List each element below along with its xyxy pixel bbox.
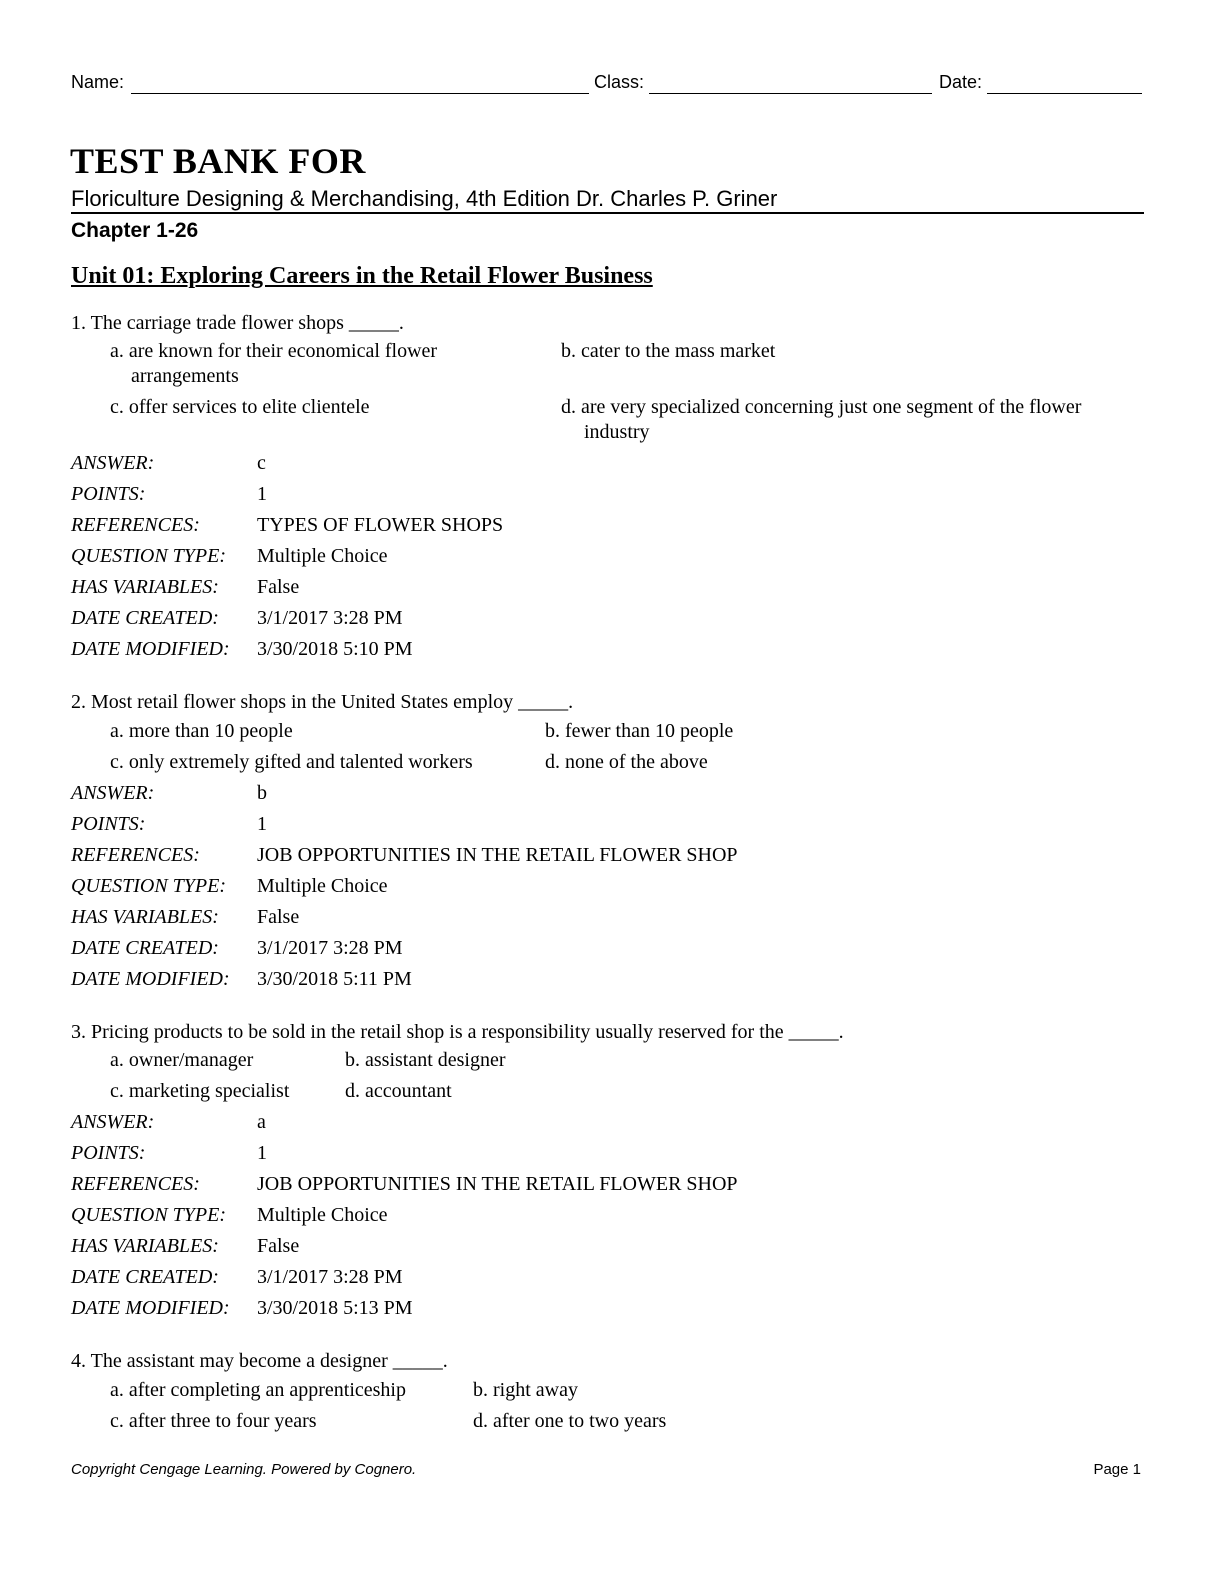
date-created-key: DATE CREATED:: [71, 937, 219, 959]
references-value: JOB OPPORTUNITIES IN THE RETAIL FLOWER SHOP: [257, 844, 738, 866]
question-type-value: Multiple Choice: [257, 875, 388, 897]
points-key: POINTS:: [71, 1142, 146, 1164]
question-stem: 2. Most retail flower shops in the United States employ _____.: [71, 691, 574, 713]
points-key: POINTS:: [71, 813, 146, 835]
has-variables-value: False: [257, 576, 300, 598]
date-modified-key: DATE MODIFIED:: [71, 638, 230, 660]
references-value: TYPES OF FLOWER SHOPS: [257, 514, 504, 536]
date-modified-value: 3/30/2018 5:10 PM: [257, 638, 413, 660]
question-stem: 3. Pricing products to be sold in the retail shop is a responsibility usually reserved for the _____.: [71, 1021, 844, 1043]
question-type-key: QUESTION TYPE:: [71, 875, 227, 897]
option-b: b. cater to the mass market: [561, 340, 776, 362]
option-a: a. owner/manager: [110, 1049, 254, 1071]
class-blank: [649, 93, 932, 94]
date-modified-key: DATE MODIFIED:: [71, 968, 230, 990]
has-variables-key: HAS VARIABLES:: [71, 576, 219, 598]
date-label: Date:: [939, 72, 983, 92]
option-c: c. only extremely gifted and talented workers: [110, 751, 473, 773]
answer-key: ANSWER:: [71, 1111, 155, 1133]
references-key: REFERENCES:: [71, 514, 200, 536]
question-type-row: [71, 545, 971, 571]
points-value: 1: [257, 813, 267, 835]
question-type-key: QUESTION TYPE:: [71, 545, 227, 567]
title-divider: [71, 212, 1144, 214]
date-created-value: 3/1/2017 3:28 PM: [257, 1266, 403, 1288]
date-modified-value: 3/30/2018 5:13 PM: [257, 1297, 413, 1319]
page-number: Page 1: [1093, 1461, 1141, 1478]
has-variables-value: False: [257, 906, 300, 928]
option-c: c. after three to four years: [110, 1410, 317, 1432]
date-created-key: DATE CREATED:: [71, 1266, 219, 1288]
option-b: b. right away: [473, 1379, 578, 1401]
date-modified-row: [71, 1297, 971, 1323]
chapter-label: Chapter 1-26: [71, 219, 199, 242]
references-key: REFERENCES:: [71, 1173, 200, 1195]
date-modified-value: 3/30/2018 5:11 PM: [257, 968, 412, 990]
answer-row: [71, 1111, 971, 1137]
question-type-value: Multiple Choice: [257, 545, 388, 567]
option-c: c. marketing specialist: [110, 1080, 290, 1102]
answer-key: ANSWER:: [71, 782, 155, 804]
question-type-value: Multiple Choice: [257, 1204, 388, 1226]
points-value: 1: [257, 483, 267, 505]
date-modified-row: [71, 968, 971, 994]
has-variables-row: [71, 1235, 971, 1261]
has-variables-row: [71, 906, 971, 932]
answer-value: b: [257, 782, 267, 804]
option-c: c. offer services to elite clientele: [110, 396, 370, 418]
date-created-row: [71, 1266, 971, 1292]
references-key: REFERENCES:: [71, 844, 200, 866]
date-created-value: 3/1/2017 3:28 PM: [257, 937, 403, 959]
references-row: [71, 844, 971, 870]
date-created-key: DATE CREATED:: [71, 607, 219, 629]
name-label: Name:: [71, 72, 125, 92]
answer-row: [71, 452, 971, 478]
option-d: d. accountant: [345, 1080, 452, 1102]
unit-heading: Unit 01: Exploring Careers in the Retail Flower Business: [71, 263, 653, 289]
points-key: POINTS:: [71, 483, 146, 505]
option-a: a. more than 10 people: [110, 720, 293, 742]
references-value: JOB OPPORTUNITIES IN THE RETAIL FLOWER SHOP: [257, 1173, 738, 1195]
option-d: d. after one to two years: [473, 1410, 667, 1432]
answer-value: c: [257, 452, 266, 474]
answer-value: a: [257, 1111, 266, 1133]
name-blank: [131, 93, 589, 94]
question-stem: 1. The carriage trade flower shops _____.: [71, 312, 404, 334]
references-row: [71, 514, 971, 540]
date-modified-key: DATE MODIFIED:: [71, 1297, 230, 1319]
option-d: d. are very specialized concerning just one segment of the flower industry: [561, 396, 1082, 443]
question-type-row: [71, 875, 971, 901]
has-variables-value: False: [257, 1235, 300, 1257]
date-created-value: 3/1/2017 3:28 PM: [257, 607, 403, 629]
points-row: [71, 1142, 971, 1168]
date-created-row: [71, 607, 971, 633]
option-b: b. assistant designer: [345, 1049, 506, 1071]
has-variables-row: [71, 576, 971, 602]
points-row: [71, 483, 971, 509]
book-title: Floriculture Designing & Merchandising, 4th Edition Dr. Charles P. Griner: [71, 186, 778, 211]
question-type-key: QUESTION TYPE:: [71, 1204, 227, 1226]
student-info-header: [71, 72, 1142, 96]
has-variables-key: HAS VARIABLES:: [71, 1235, 219, 1257]
points-value: 1: [257, 1142, 267, 1164]
date-blank: [987, 93, 1142, 94]
references-row: [71, 1173, 971, 1199]
question-stem: 4. The assistant may become a designer _____.: [71, 1350, 448, 1372]
option-d: d. none of the above: [545, 751, 708, 773]
date-created-row: [71, 937, 971, 963]
option-a: a. are known for their economical flower arrangements: [110, 340, 438, 387]
footer-copyright: Copyright Cengage Learning. Powered by Cognero.: [71, 1461, 417, 1478]
answer-key: ANSWER:: [71, 452, 155, 474]
answer-row: [71, 782, 971, 808]
points-row: [71, 813, 971, 839]
option-b: b. fewer than 10 people: [545, 720, 734, 742]
option-a: a. after completing an apprenticeship: [110, 1379, 406, 1401]
class-label: Class:: [594, 72, 645, 92]
has-variables-key: HAS VARIABLES:: [71, 906, 219, 928]
test-bank-title: TEST BANK FOR: [70, 141, 366, 181]
date-modified-row: [71, 638, 971, 664]
question-type-row: [71, 1204, 971, 1230]
